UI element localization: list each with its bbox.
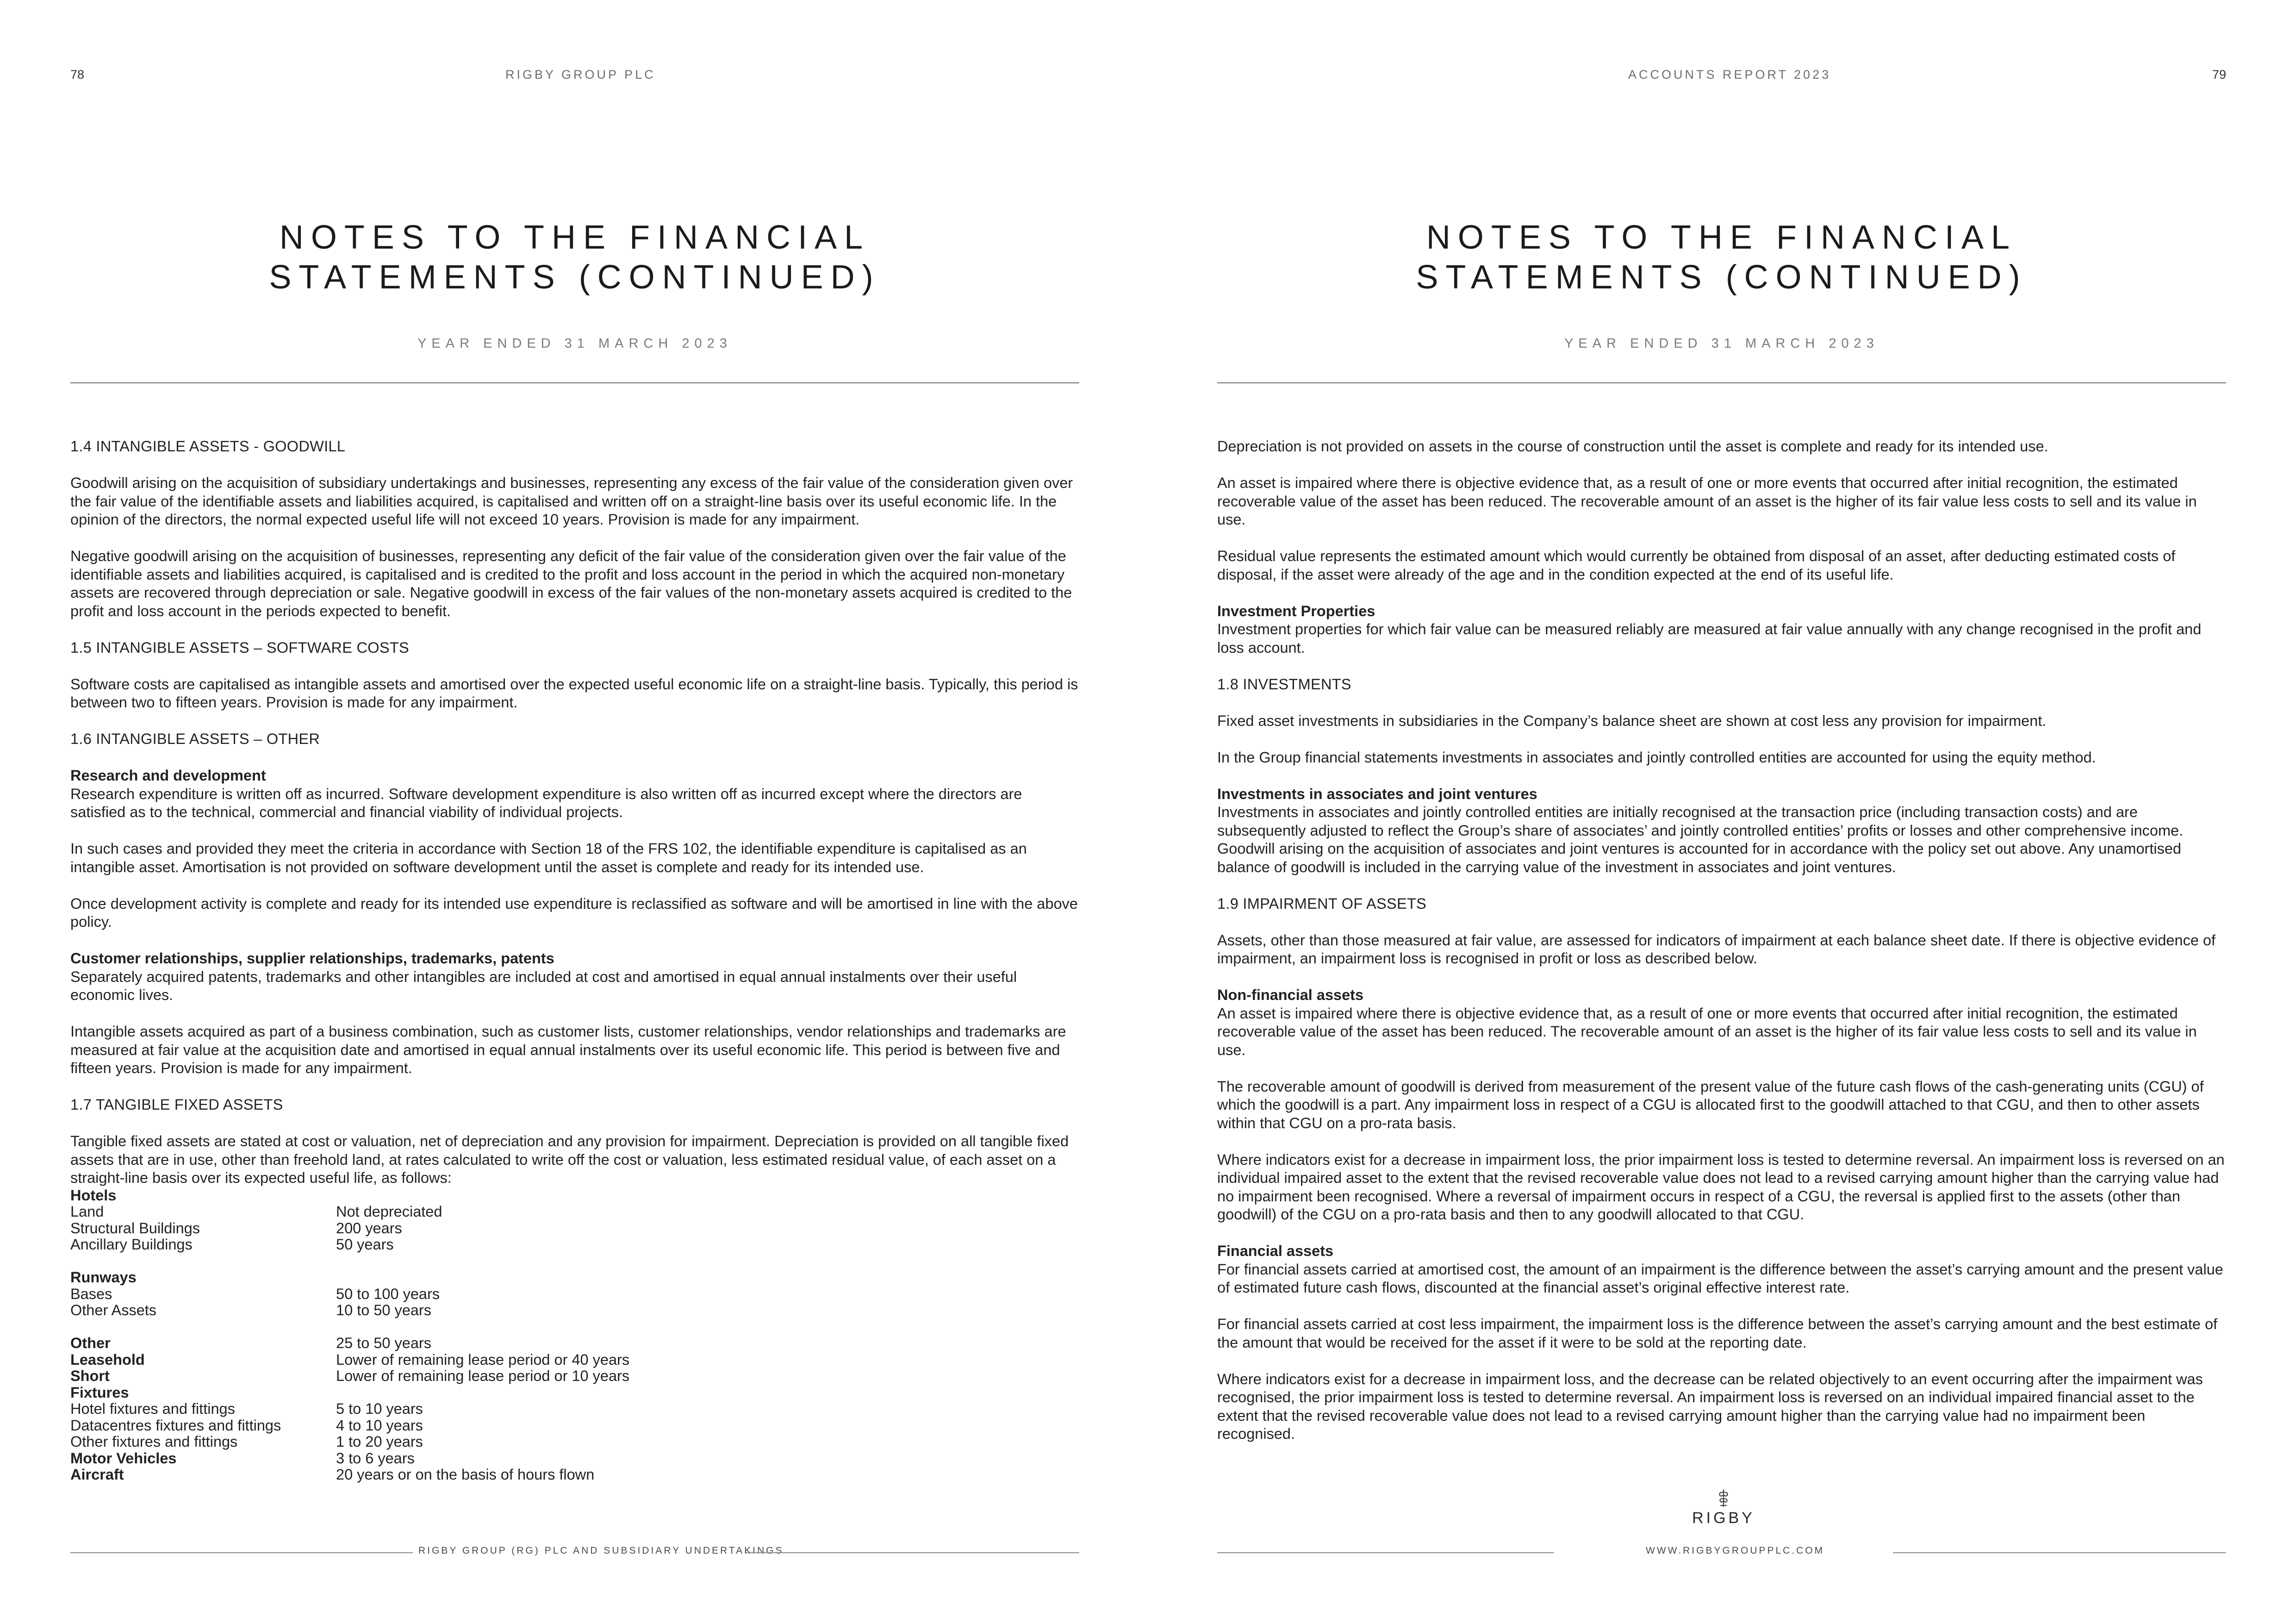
running-header: [1217, 68, 2226, 86]
asset-category: Leasehold: [70, 1351, 145, 1368]
table-row: [70, 1450, 1079, 1467]
table-row: [70, 1418, 1079, 1434]
asset-category: Ancillary Buildings: [70, 1236, 193, 1253]
paragraph-text: Research expenditure is written off as incurred. Software development expenditure is also written off as incurred except where the directors are satisfied as to the technical, commercial and financial viability of individual projects.: [70, 785, 1022, 820]
table-row: [70, 1187, 1079, 1204]
paragraph: Where indicators exist for a decrease in impairment loss, the prior impairment loss is tested to determine reversal. An impairment loss is reversed on an individual impaired asset to the extent that the revised recoverable value does not lead to a revised carrying amount higher than the carrying value had no impairment been recognised. Where a reversal of impairment occurs in respect of a CGU, the reversal is applied first to the assets (other than goodwill) of the CGU on a pro-rata basis and then to any goodwill allocated to that CGU.: [1217, 1151, 2225, 1223]
right-page: [1217, 0, 2226, 1624]
left-page: [70, 0, 1079, 1624]
useful-life: 4 to 10 years: [336, 1417, 423, 1434]
asset-category: Short: [70, 1368, 110, 1384]
paragraph: [1217, 1242, 2226, 1297]
table-row: [70, 1302, 1079, 1319]
asset-category: Aircraft: [70, 1466, 124, 1483]
depreciation-table: [70, 1187, 1079, 1483]
paragraph-text: Investment properties for which fair value can be measured reliably are measured at fair value annually with any change recognised in the profit and loss account.: [1217, 621, 2202, 656]
useful-life: 50 years: [336, 1236, 394, 1253]
page-number: 78: [70, 68, 85, 81]
paragraph: Where indicators exist for a decrease in impairment loss, and the decrease can be related objectively to an event occurring after the impairment was recognised, the prior impairment loss is tested to determine reversal. An impairment loss is reversed on an individual impaired financial asset to the extent that the revised recoverable value does not lead to a revised carrying amount higher than the carrying value had no impairment been recognised.: [1217, 1370, 2203, 1442]
asset-category: Fixtures: [70, 1384, 129, 1401]
section-heading-1-4: 1.4 INTANGIBLE ASSETS - GOODWILL: [70, 438, 346, 455]
paragraph-text: For financial assets carried at amortised cost, the amount of an impairment is the difference between the asset’s carrying amount and the present value of estimated future cash flows, discounted at the financial asset’s original effective interest rate.: [1217, 1261, 2223, 1296]
paragraph-text: Investments in associates and jointly controlled entities are initially recognised at the transaction price (including transaction costs) and are subsequently adjusted to reflect the Group’s share of associates’ and jointly controlled entities’ profits or losses and other comprehensive income. Goodwill arising on the acquisition of associates and joint ventures is accounted for in accordance with the policy set out above. Any unamortised balance of goodwill is included in the carrying value of the investment in associates and joint ventures.: [1217, 804, 2184, 875]
page-subtitle: YEAR ENDED 31 MARCH 2023: [417, 336, 732, 351]
right-body: [1217, 437, 2226, 1462]
asset-category: Motor Vehicles: [70, 1449, 177, 1467]
rigby-logo: [1691, 1488, 1756, 1527]
paragraph: In the Group financial statements investments in associates and jointly controlled entities are accounted for using the equity method.: [1217, 749, 2096, 766]
useful-life: 3 to 6 years: [336, 1449, 415, 1467]
table-spacer: [70, 1253, 1079, 1270]
table-row: [70, 1269, 1079, 1286]
table-row: [70, 1335, 1079, 1352]
subheading: Research and development: [70, 767, 266, 784]
asset-category: Structural Buildings: [70, 1219, 200, 1237]
paragraph: Intangible assets acquired as part of a business combination, such as customer lists, customer relationships, vendor relationships and trademarks are measured at fair value at the acquisition date and amortised in equal annual instalments over its useful economic life. This period is between five and fifteen years. Provision is made for any impairment.: [70, 1023, 1066, 1076]
section-heading-1-5: 1.5 INTANGIBLE ASSETS – SOFTWARE COSTS: [70, 639, 409, 656]
paragraph: [70, 949, 1079, 1005]
page-number: 79: [2212, 68, 2226, 81]
paragraph: [1217, 986, 2226, 1059]
asset-category: Hotel fixtures and fittings: [70, 1400, 235, 1417]
paragraph: Once development activity is complete and ready for its intended use expenditure is reclassified as software and will be amortised in line with the above policy.: [70, 895, 1078, 930]
paragraph-text: An asset is impaired where there is objective evidence that, as a result of one or more events that occurred after initial recognition, the estimated recoverable value of the asset has been reduced. The recoverable amount of an asset is the higher of its fair value less costs to sell and its value in use.: [1217, 1005, 2197, 1058]
paragraph: Assets, other than those measured at fair value, are assessed for indicators of impairment at each balance sheet date. If there is objective evidence of impairment, an impairment loss is recognised in profit or loss as described below.: [1217, 931, 2216, 967]
table-row: [70, 1401, 1079, 1418]
page-title-line-2: STATEMENTS (CONTINUED): [1416, 259, 2028, 296]
header-divider: [1217, 382, 2226, 383]
paragraph: Tangible fixed assets are stated at cost or valuation, net of depreciation and any provision for impairment. Depreciation is provided on all tangible fixed assets that are in use, other than freehold land, at rates calculated to write off the cost or valuation, less estimated residual value, of each asset on a straight-line basis over its expected useful life, as follows:: [70, 1133, 1069, 1186]
paragraph: Depreciation is not provided on assets in the course of construction until the asset is complete and ready for its intended use.: [1217, 438, 2048, 455]
table-row: [70, 1286, 1079, 1303]
useful-life: 1 to 20 years: [336, 1433, 423, 1450]
footer-text: WWW.RIGBYGROUPPLC.COM: [1646, 1545, 1825, 1556]
paragraph: For financial assets carried at cost less impairment, the impairment loss is the difference between the asset’s carrying amount and the best estimate of the amount that would be received for the asset if it were to be sold at the reporting date.: [1217, 1316, 2218, 1351]
paragraph: [1217, 785, 2226, 877]
asset-category: Bases: [70, 1285, 112, 1302]
subheading: Investments in associates and joint ventures: [1217, 785, 1537, 802]
section-heading-1-8: 1.8 INVESTMENTS: [1217, 675, 1351, 693]
table-row: [70, 1220, 1079, 1237]
running-header: [70, 68, 1079, 86]
logo-wordmark: RIGBY: [1692, 1509, 1755, 1527]
useful-life: 20 years or on the basis of hours flown: [336, 1466, 595, 1483]
footer-line-left: [1217, 1552, 1554, 1553]
left-body: [70, 437, 1079, 1483]
useful-life: 25 to 50 years: [336, 1335, 431, 1351]
page-title: [70, 218, 1079, 297]
paragraph-text: Separately acquired patents, trademarks and other intangibles are included at cost and amortised in equal annual instalments over their useful economic lives.: [70, 968, 1017, 1003]
page-title: [1217, 218, 2226, 297]
paragraph: In such cases and provided they meet the criteria in accordance with Section 18 of the FRS 102, the identifiable expenditure is capitalised as an intangible asset. Amortisation is not provided on software development until the asset is complete and ready for its intended use.: [70, 840, 1027, 875]
paragraph: [1217, 602, 2226, 657]
rigby-crest-icon: [1714, 1488, 1733, 1508]
subheading: Non-financial assets: [1217, 987, 1364, 1003]
paragraph: Residual value represents the estimated amount which would currently be obtained from disposal of an asset, after deducting estimated costs of disposal, if the asset were already of the age and in the condition expected at the end of its useful life.: [1217, 548, 2176, 583]
useful-life: Lower of remaining lease period or 40 years: [336, 1351, 630, 1368]
table-row: [70, 1467, 1079, 1483]
section-heading-1-6: 1.6 INTANGIBLE ASSETS – OTHER: [70, 731, 320, 747]
useful-life: 50 to 100 years: [336, 1285, 440, 1302]
footer-line-right: [1893, 1552, 2226, 1553]
table-row: [70, 1237, 1079, 1253]
useful-life: Lower of remaining lease period or 10 years: [336, 1368, 630, 1384]
useful-life: 10 to 50 years: [336, 1302, 431, 1318]
section-heading-1-7: 1.7 TANGIBLE FIXED ASSETS: [70, 1096, 283, 1113]
page-footer: [1217, 1545, 2226, 1559]
running-title: RIGBY GROUP PLC: [505, 68, 656, 81]
running-title: ACCOUNTS REPORT 2023: [1628, 68, 1831, 81]
asset-category: Other: [70, 1335, 111, 1351]
paragraph: The recoverable amount of goodwill is derived from measurement of the present value of the future cash flows of the cash-generating units (CGU) of which the goodwill is a part. Any impairment loss in respect of a CGU is allocated first to the goodwill attached to that CGU, and then to other assets within that CGU on a pro-rata basis.: [1217, 1078, 2204, 1131]
paragraph: Software costs are capitalised as intangible assets and amortised over the expected useful economic life on a straight-line basis. Typically, this period is between two to fifteen years. Provision is made for any impairment.: [70, 675, 1078, 711]
footer-line-left: [70, 1552, 413, 1553]
footer-line-right: [746, 1552, 1079, 1553]
useful-life: 200 years: [336, 1219, 402, 1237]
useful-life: Not depreciated: [336, 1203, 442, 1220]
subheading: Customer relationships, supplier relationships, trademarks, patents: [70, 950, 554, 967]
subheading: Investment Properties: [1217, 602, 1375, 619]
useful-life: 5 to 10 years: [336, 1400, 423, 1417]
subheading: Financial assets: [1217, 1243, 1334, 1259]
paragraph: Negative goodwill arising on the acquisition of businesses, representing any deficit of the fair value of the consideration given over the fair value of the identifiable assets and liabilities acquired, is capitalised and is credited to the profit and loss account in the period in which the acquired non-monetary assets are recovered through depreciation or sale. Negative goodwill in excess of the fair values of the non-monetary assets acquired is credited to the profit and loss account in the periods expected to benefit.: [70, 548, 1072, 619]
table-row: [70, 1204, 1079, 1220]
table-spacer: [70, 1319, 1079, 1336]
footer-text: RIGBY GROUP (RG) PLC AND SUBSIDIARY UNDERTAKINGS: [418, 1545, 784, 1556]
asset-category: Other Assets: [70, 1302, 157, 1318]
table-row: [70, 1385, 1079, 1401]
asset-category: Hotels: [70, 1187, 117, 1204]
paragraph: Goodwill arising on the acquisition of subsidiary undertakings and businesses, representing any excess of the fair value of the consideration given over the fair value of the identifiable assets and liabilities acquired, is capitalised and written off on a straight-line basis over its useful economic life. In the opinion of the directors, the normal expected useful life will not exceed 10 years. Provision is made for any impairment.: [70, 475, 1073, 528]
page-title-line-1: NOTES TO THE FINANCIAL: [279, 219, 871, 256]
asset-category: Land: [70, 1203, 104, 1220]
paragraph: Fixed asset investments in subsidiaries in the Company’s balance sheet are shown at cost less any provision for impairment.: [1217, 712, 2047, 729]
asset-category: Other fixtures and fittings: [70, 1433, 238, 1450]
table-row: [70, 1352, 1079, 1368]
asset-category: Datacentres fixtures and fittings: [70, 1417, 281, 1434]
page-footer: [70, 1545, 1079, 1559]
section-heading-1-9: 1.9 IMPAIRMENT OF ASSETS: [1217, 895, 1427, 912]
paragraph: [70, 767, 1079, 822]
header-divider: [70, 382, 1079, 383]
table-row: [70, 1368, 1079, 1385]
page-title-line-1: NOTES TO THE FINANCIAL: [1426, 219, 2017, 256]
page-subtitle: YEAR ENDED 31 MARCH 2023: [1564, 336, 1879, 351]
paragraph: An asset is impaired where there is objective evidence that, as a result of one or more events that occurred after initial recognition, the estimated recoverable value of the asset has been reduced. The recoverable amount of an asset is the higher of its fair value less costs to sell and its value in use.: [1217, 475, 2197, 528]
table-row: [70, 1434, 1079, 1450]
page-title-line-2: STATEMENTS (CONTINUED): [269, 259, 881, 296]
asset-category: Runways: [70, 1269, 137, 1286]
